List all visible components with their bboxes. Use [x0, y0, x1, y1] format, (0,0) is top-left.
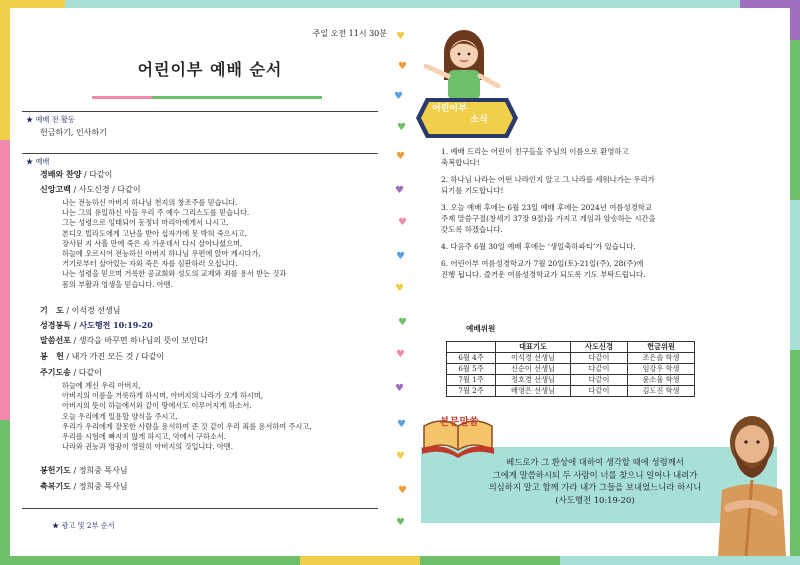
table-header [447, 342, 496, 353]
table-header: 대표기도 [496, 342, 571, 353]
news-item [441, 174, 781, 196]
news-line: 4. 다음주 6월 30일 예배 후에는 ‘생일축하파티’가 있습니다. [441, 242, 636, 251]
heart-icon: ♥ [398, 61, 407, 72]
lords-prayer-text [62, 381, 380, 452]
creed-line: 몸의 부활과 영생을 믿습니다. 아멘. [62, 279, 173, 289]
item-lords-prayer [40, 367, 102, 378]
news-line: 축복합니다! [441, 158, 480, 167]
creed-line: 하늘에 오르시어 전능하신 아버지 하나님 우편에 앉아 계시다가, [62, 249, 261, 259]
table-cell: 조은솔 학생 [628, 353, 695, 364]
table-row [447, 375, 695, 386]
right-border-mint [790, 200, 800, 350]
table-header: 사도신경 [571, 342, 628, 353]
duty-table [446, 341, 695, 397]
news-line: 2. 하나님 나라는 어떤 나라인지 알고 그 나라를 세워나가는 우리가 [441, 175, 655, 184]
heart-icon: ♥ [396, 517, 405, 528]
table-cell: 7월 1주 [447, 375, 496, 386]
item-prayer [40, 305, 121, 316]
divider [22, 508, 378, 509]
top-border [0, 0, 800, 8]
creed-line: 본디오 빌라도에게 고난을 받아 십자가에 못 박혀 죽으시고, [62, 228, 247, 238]
item-offering [40, 351, 164, 362]
item-label: 경배와 찬양 [40, 169, 82, 179]
item-rest: / 정희중 목사님 [70, 482, 128, 491]
item-label: 기 도 [40, 305, 64, 315]
verse-line: 베드로가 그 환상에 대하여 생각할 때에 성령께서 [506, 457, 684, 467]
news-line: 주제 말씀구절(창세기 37장 9절)을 가지고 게임과 암송하는 시간을 [441, 214, 656, 223]
heart-icon: ♥ [396, 451, 405, 462]
table-header: 헌금위원 [628, 342, 695, 353]
table-header-row [447, 342, 695, 353]
item-rest: / 내가 가진 모든 것 / 다같이 [63, 352, 165, 361]
heart-icon: ♥ [395, 185, 404, 196]
worship-label: ★ 예배 [26, 157, 50, 166]
item-blessing [40, 481, 128, 492]
creed-line: 나는 성령을 믿으며 거룩한 공교회와 성도의 교제와 죄를 용서 받는 것과 [62, 269, 287, 279]
news-item [441, 241, 781, 252]
heart-icon: ♥ [398, 217, 407, 228]
table-cell: 김도진 학생 [628, 386, 695, 397]
item-offering-prayer [40, 465, 128, 476]
news-list [441, 146, 781, 280]
heart-icon: ♥ [397, 122, 406, 133]
creed-line: 장사된 지 사흘 만에 죽은 자 가운데서 다시 살아나셨으며, [62, 238, 243, 248]
item-rest: / 이석경 선생님 [63, 306, 121, 315]
divider [22, 111, 378, 112]
heart-icon: ♥ [396, 151, 405, 162]
service-time: 주일 오전 11시 30분 [312, 29, 387, 38]
badge-line: 소식 [470, 115, 488, 125]
pre-worship-label: ★ 예배 전 활동 [26, 115, 75, 124]
news-item [441, 258, 781, 280]
divider [22, 153, 378, 154]
creed-line: 거기로부터 살아있는 자와 죽은 자를 심판하러 오십니다. [62, 259, 238, 269]
news-line: 되기를 기도합니다! [441, 186, 504, 195]
item-rest: / 사도신경 / 다같이 [70, 185, 141, 194]
left-border-green [0, 420, 10, 565]
table-cell: 이석경 선생님 [496, 353, 571, 364]
item-label: 주기도송 [40, 367, 71, 377]
creed-line: 나는 전능하신 아버지 하나님 천지의 창조주를 믿습니다. [62, 198, 238, 207]
bottom-border-yellow [300, 556, 420, 565]
heart-icon: ♥ [397, 419, 406, 430]
verse-line: 그에게 말씀하시되 두 사람이 너를 찾으니 일어나 내려가 [492, 469, 698, 480]
item-reading [40, 320, 153, 331]
news-item [441, 146, 781, 168]
heart-icon: ♥ [395, 383, 404, 394]
table-cell: 다같이 [571, 353, 628, 364]
creed-line: 나는 그의 유일하신 아들 우리 주 예수 그리스도를 믿습니다. [62, 208, 250, 218]
heart-icon: ♥ [398, 317, 407, 328]
creed-text [62, 198, 380, 290]
heart-icon: ♥ [396, 349, 405, 360]
duty-title: 예배위원 [466, 324, 496, 333]
table-cell: 신순이 선생님 [496, 364, 571, 375]
lords-prayer-line: 아버지의 이름을 거룩하게 하시며, 아버지의 나라가 오게 하시며, [62, 391, 264, 401]
heart-icon: ♥ [398, 485, 407, 496]
lords-prayer-line: 아버지의 뜻이 하늘에서와 같이 땅에서도 이루어지게 하소서. [62, 401, 252, 411]
item-label: 성경봉독 [40, 320, 71, 330]
table-cell: 임강우 학생 [628, 364, 695, 375]
table-cell: 다같이 [571, 364, 628, 375]
right-border-purple [790, 0, 800, 40]
table-cell: 윤소율 학생 [628, 375, 695, 386]
lords-prayer-line: 우리가 우리에게 잘못한 사람을 용서하여 준 것 같이 우리 죄를 용서하여 주시고, [62, 421, 312, 431]
heart-icon: ♥ [396, 31, 405, 42]
table-row [447, 386, 695, 397]
heart-icon: ♥ [394, 91, 403, 102]
news-line: 6. 어린이부 여름성경학교가 7월 20일(토)-21일(주), 28(주)에 [441, 259, 644, 268]
lords-prayer-line: 하늘에 계신 우리 아버지, [62, 381, 141, 390]
item-praise [40, 169, 112, 180]
lords-prayer-line: 우리를 시험에 빠지지 않게 하시고, 악에서 구하소서. [62, 432, 227, 442]
news-line: 진행 됩니다. 즐거운 여름성경학교가 되도록 기도 부탁드립니다. [441, 270, 646, 279]
news-item [441, 202, 781, 235]
item-rest: / 사도행전 10:19-20 [70, 320, 153, 330]
lords-prayer-line: 오늘 우리에게 일용할 양식을 주시고, [62, 411, 178, 421]
item-rest: / 다같이 [70, 368, 102, 377]
table-cell: 6월 5주 [447, 364, 496, 375]
title-underline-accent [92, 96, 152, 99]
news-line: 3. 오늘 예배 후에는 6월 23일 예배 후에는 2024년 여름성경학교 [441, 203, 653, 212]
item-label: 축복기도 [40, 481, 71, 491]
item-sermon [40, 335, 208, 346]
bottom-border-mint [560, 556, 800, 565]
item-rest: / 생각을 바꾸면 하나님의 뜻이 보인다! [70, 336, 209, 345]
left-border-yellow [0, 0, 10, 140]
item-rest: / 다같이 [81, 170, 113, 179]
lords-prayer-line: 나라와 권능과 영광이 영원히 아버지의 것입니다. 아멘. [62, 442, 234, 452]
verse-reference: (사도행전 10:19-20) [555, 494, 635, 505]
footer-note: ★ 광고 및 2부 순서 [52, 521, 115, 530]
table-cell: 다같이 [571, 386, 628, 397]
item-label: 봉 헌 [40, 351, 64, 361]
news-line: 1. 예배 드리는 어린이 친구들을 주님의 이름으로 환영하고 [441, 147, 629, 156]
news-badge [414, 96, 520, 140]
creed-line: 그는 성령으로 잉태되어 동정녀 마리아에게서 나시고, [62, 218, 229, 228]
table-row [447, 364, 695, 375]
table-cell: 정호경 선생님 [496, 375, 571, 386]
heart-icon: ♥ [396, 251, 405, 262]
item-creed [40, 184, 141, 195]
item-rest: / 정희중 목사님 [70, 466, 128, 475]
table-cell: 6월 4주 [447, 353, 496, 364]
item-label: 말씀선포 [40, 335, 71, 345]
table-row [447, 353, 695, 364]
item-label: 봉헌기도 [40, 465, 71, 475]
verse-line: 의심하지 말고 함께 가라 내가 그들을 보내었느니라 하시니 [488, 482, 702, 492]
badge-line: 어린이부 [432, 104, 467, 114]
table-cell: 7월 2주 [447, 386, 496, 397]
table-cell: 다같이 [571, 375, 628, 386]
peter-illustration [708, 408, 790, 556]
pre-worship-text: 헌금하기, 인사하기 [40, 128, 107, 137]
news-line: 갖도록 하겠습니다. [441, 225, 503, 234]
verse-tag: 본문말씀 [440, 417, 479, 428]
table-cell: 배영은 선생님 [496, 386, 571, 397]
item-label: 신앙고백 [40, 184, 71, 194]
heart-icon: ♥ [395, 283, 404, 294]
page-title: 어린이부 예배 순서 [137, 60, 283, 79]
